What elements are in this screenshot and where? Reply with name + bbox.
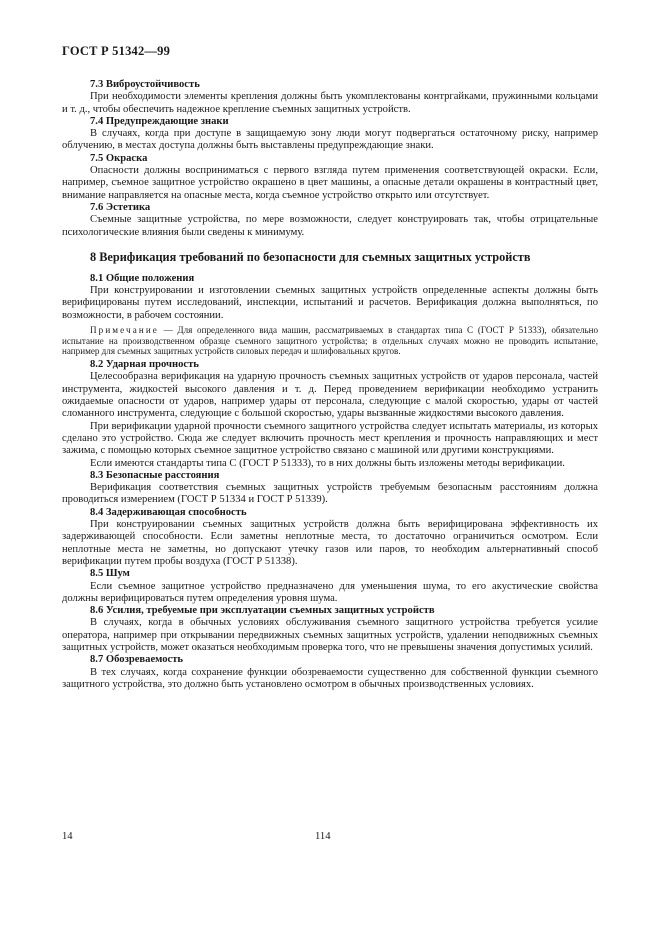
paragraph: При конструировании съемных защитных устройств должна быть верифицирована эффективность их задерживающей способности. Если заметны неплотные места, то достаточно ограничиться осмотром. Если неплотные места не заметны, но допускают утечку газов или паров, то необходим альтернативный способ верификации путем пробы воздуха (ГОСТ Р 51338). xyxy=(62,519,598,567)
paragraph: Целесообразна верификация на ударную прочность съемных защитных устройств от ударов персонала, частей инструмента, жидкостей высокого давления и т. д. Перед проведением верификации необходимо устранить ожидаемые опасности от ударов, например удары от персонала, следующие с малой скоростью, удары от частей сломанного инструмента, следующие с большой скоростью, удары вызванные жидкостями высокого давления. xyxy=(62,371,598,420)
subsection-heading: 8.4 Задерживающая способность xyxy=(90,506,247,518)
paragraph: При верификации ударной прочности съемного защитного устройства следует испытать материалы, из которых сделано это устройство. Сюда же следует включить прочность мест крепления и прочность направляющих и мест зажима, с помощью которых съемное защитное устройство связано с машиной или другими конструкциями. xyxy=(62,420,598,457)
subsection-heading: 8.5 Шум xyxy=(90,568,130,580)
subsection-heading: 7.5 Окраска xyxy=(90,152,148,164)
paragraph: Съемные защитные устройства, по мере возможности, следует конструировать так, чтобы отрицательные психологические влияния были сведены к минимуму. xyxy=(62,214,598,238)
subsection-heading: 8.6 Усилия, требуемые при эксплуатации съемных защитных устройств xyxy=(90,605,435,617)
subsection-heading: 7.6 Эстетика xyxy=(90,201,151,213)
subsection-heading: 7.4 Предупреждающие знаки xyxy=(90,115,229,127)
subsection-heading: 8.3 Безопасные расстояния xyxy=(90,469,220,481)
paragraph: Опасности должны восприниматься с первого взгляда путем применения соответствующей окраски. Если, например, съемное защитное устройство окрашено в цвет машины, а опасные детали окрашены в контрастный цвет, внимание направляется на опасные места, когда съемное устройство открыто или отсутствует. xyxy=(62,165,598,201)
page-number-left: 14 xyxy=(62,831,73,842)
paragraph: Если съемное защитное устройство предназначено для уменьшения шума, то его акустические свойства должны верифицироваться путем определения уровня шума. xyxy=(62,580,598,604)
paragraph: В случаях, когда в обычных условиях обслуживания съемного защитного устройства требуется усилие оператора, например при открывании передвижных съемных защитных устройств, удалении неподвижных съемных защитных устройств, может оказаться необходимым проверка того, что не превышены значения допустимых усилий. xyxy=(62,617,598,653)
paragraph: При конструировании и изготовлении съемных защитных устройств определенные аспекты должны быть верифицированы путем исследований, инспекции, испытаний и расчетов. Верификация должна выполняться, по возможности, в рабочем состоянии. xyxy=(62,285,598,321)
paragraph: При необходимости элементы крепления должны быть укомплектованы контргайками, пружинными кольцами и т. д., чтобы обеспечить надежное крепление съемных защитных устройств. xyxy=(62,91,598,115)
note-paragraph xyxy=(62,325,598,357)
subsection-heading: 8.7 Обозреваемость xyxy=(90,654,184,666)
note-label: Примечание xyxy=(90,325,159,336)
page-number-center: 114 xyxy=(315,831,331,842)
paragraph: Если имеются стандарты типа С (ГОСТ Р 51333), то в них должны быть изложены методы верификации. xyxy=(90,457,565,469)
section-heading: 8 Верификация требований по безопасности для съемных защитных устройств xyxy=(90,249,531,264)
document-header: ГОСТ Р 51342—99 xyxy=(62,44,171,58)
paragraph: В тех случаях, когда сохранение функции обозреваемости существенно для собственной функции съемного защитного устройства, это должно быть установлено осмотром в обычных производственных условиях. xyxy=(62,666,598,690)
subsection-heading: 8.2 Ударная прочность xyxy=(90,359,199,371)
document-body xyxy=(62,79,598,691)
paragraph: Верификация соответствия съемных защитных устройств требуемым безопасным расстояниям должна проводиться измерением (ГОСТ Р 51334 и ГОСТ Р 51339). xyxy=(62,482,598,506)
subsection-heading: 8.1 Общие положения xyxy=(90,272,195,284)
note-text: — Для определенного вида машин, рассматриваемых в стандартах типа С (ГОСТ Р 51333), обязательно испытание на производственном образце съемного защитного устройства; в отдельных случаях можно не проводить испытание, например для съемных защитных устройств силовых передач и шлифовальных кругов. xyxy=(62,325,598,357)
paragraph: В случаях, когда при доступе в защищаемую зону люди могут подвергаться остаточному риску, например облучению, в местах доступа должны быть выставлены предупреждающие знаки. xyxy=(62,128,598,152)
subsection-heading: 7.3 Виброустойчивость xyxy=(90,79,200,90)
